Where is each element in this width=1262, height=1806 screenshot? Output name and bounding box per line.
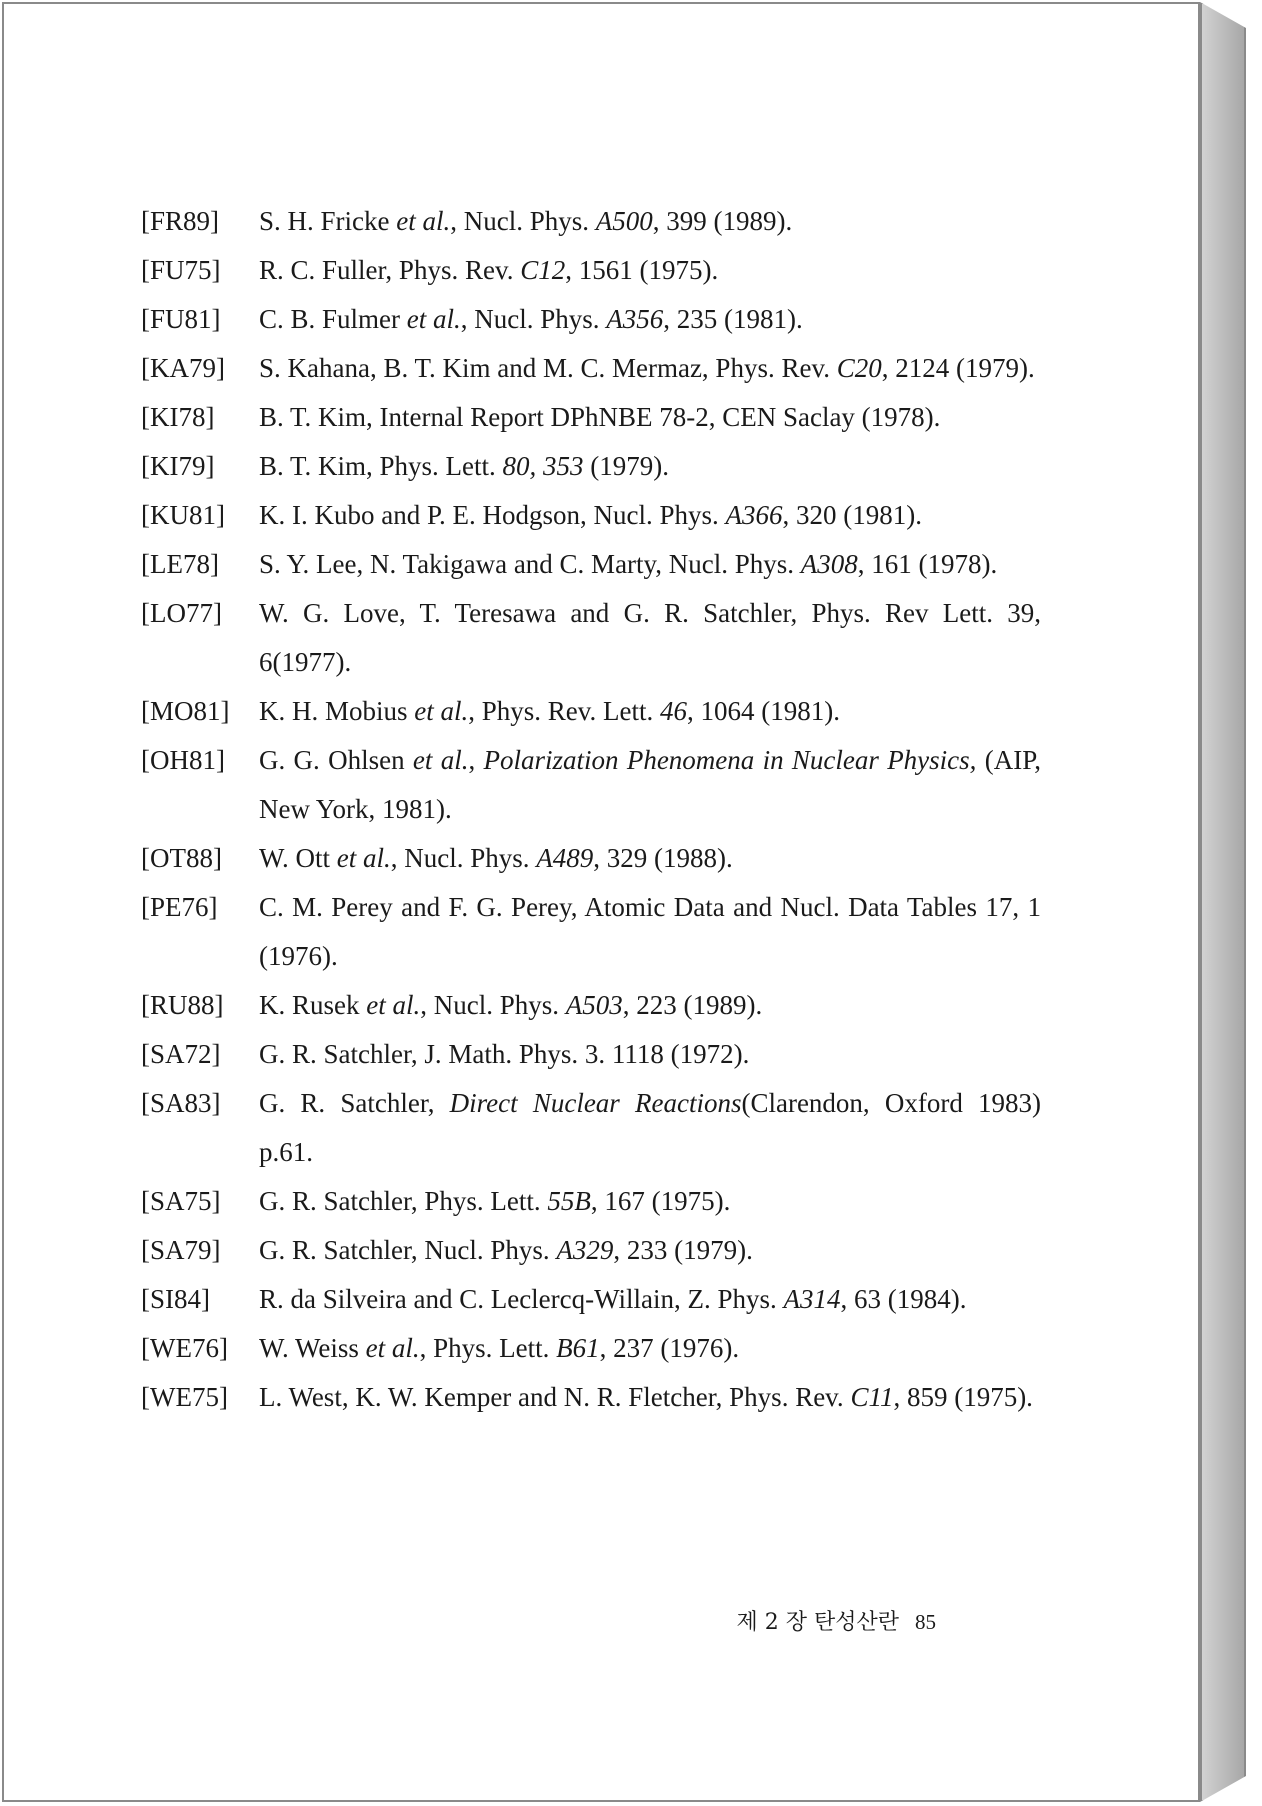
- reference-citation: [259, 589, 1041, 687]
- reference-key: [RU88]: [141, 990, 224, 1020]
- reference-citation: [259, 1079, 1041, 1177]
- reference-entry: [141, 540, 1041, 589]
- citation-italic-text: A500: [595, 206, 653, 236]
- reference-citation: [259, 1030, 1041, 1079]
- reference-citation: [259, 442, 1041, 491]
- citation-text: S. Y. Lee, N. Takigawa and C. Marty, Nucl. Phys.: [259, 549, 801, 579]
- citation-italic-text: 80, 353: [502, 451, 584, 481]
- citation-text: , Phys. Rev. Lett.: [468, 696, 661, 726]
- citation-italic-text: Polarization Phenomena in Nuclear Physics,: [483, 745, 977, 775]
- citation-text: , Nucl. Phys.: [450, 206, 596, 236]
- citation-italic-text: A489: [536, 843, 594, 873]
- reference-entry: [141, 1177, 1041, 1226]
- reference-key: [KI78]: [141, 402, 215, 432]
- citation-text: , 320 (1981).: [782, 500, 922, 530]
- reference-entry: [141, 393, 1041, 442]
- reference-citation: [259, 344, 1041, 393]
- reference-citation: [259, 1373, 1041, 1422]
- reference-citation: [259, 883, 1041, 981]
- citation-text: K. Rusek: [259, 990, 367, 1020]
- citation-text: ,: [468, 745, 484, 775]
- citation-text: W. Weiss: [259, 1333, 366, 1363]
- citation-text: , 1064 (1981).: [687, 696, 840, 726]
- reference-entry: [141, 197, 1041, 246]
- reference-entry: [141, 736, 1041, 834]
- citation-italic-text: A503: [565, 990, 623, 1020]
- citation-italic-text: et al.: [365, 1333, 420, 1363]
- citation-text: S. H. Fricke: [259, 206, 397, 236]
- reference-entry: [141, 834, 1041, 883]
- reference-entry: [141, 883, 1041, 981]
- reference-entry: [141, 1275, 1041, 1324]
- citation-italic-text: C20: [836, 353, 882, 383]
- reference-citation: [259, 1177, 1041, 1226]
- citation-italic-text: A329: [556, 1235, 614, 1265]
- citation-italic-text: A356: [606, 304, 664, 334]
- reference-key: [LE78]: [141, 549, 219, 579]
- citation-text: , 223 (1989).: [622, 990, 763, 1020]
- reference-entry: [141, 491, 1041, 540]
- reference-key: [SI84]: [141, 1284, 210, 1314]
- reference-key: [KA79]: [141, 353, 225, 383]
- reference-entry: [141, 1079, 1041, 1177]
- reference-key: [FR89]: [141, 206, 220, 236]
- reference-entry: [141, 1324, 1041, 1373]
- reference-entry: [141, 687, 1041, 736]
- citation-text: G. R. Satchler, Nucl. Phys.: [259, 1235, 557, 1265]
- citation-text: G. R. Satchler, Phys. Lett.: [259, 1186, 548, 1216]
- citation-text: , 63 (1984).: [840, 1284, 967, 1314]
- reference-entry: [141, 295, 1041, 344]
- citation-italic-text: 55B: [547, 1186, 591, 1216]
- book-page: [2, 2, 1200, 1802]
- reference-key: [SA72]: [141, 1039, 221, 1069]
- page-footer: [737, 1605, 937, 1636]
- citation-italic-text: C11: [850, 1382, 894, 1412]
- reference-key: [KI79]: [141, 451, 215, 481]
- reference-key: [KU81]: [141, 500, 225, 530]
- citation-text: C. M. Perey and F. G. Perey, Atomic Data and Nucl. Data Tables 17, 1 (1976).: [259, 892, 1041, 971]
- citation-text: G. R. Satchler, J. Math. Phys. 3. 1118 (1972).: [259, 1039, 750, 1069]
- citation-text: G. R. Satchler,: [259, 1088, 450, 1118]
- reference-citation: [259, 393, 1041, 442]
- reference-key: [OT88]: [141, 843, 222, 873]
- citation-text: , Nucl. Phys.: [420, 990, 566, 1020]
- citation-italic-text: A314: [783, 1284, 841, 1314]
- page-number: 85: [915, 1610, 936, 1634]
- citation-italic-text: et al.: [412, 745, 469, 775]
- reference-key: [WE75]: [141, 1382, 228, 1412]
- reference-key: [SA75]: [141, 1186, 221, 1216]
- citation-italic-text: 46: [660, 696, 688, 726]
- citation-italic-text: A366: [725, 500, 783, 530]
- reference-key: [OH81]: [141, 745, 225, 775]
- citation-italic-text: A308: [800, 549, 858, 579]
- citation-italic-text: et al.: [396, 206, 451, 236]
- reference-key: [MO81]: [141, 696, 230, 726]
- reference-citation: [259, 540, 1041, 589]
- reference-entry: [141, 981, 1041, 1030]
- citation-text: W. Ott: [259, 843, 337, 873]
- citation-text: B. T. Kim, Internal Report DPhNBE 78-2, CEN Saclay (1978).: [259, 402, 941, 432]
- citation-text: , Nucl. Phys.: [390, 843, 537, 873]
- citation-italic-text: B61: [556, 1333, 600, 1363]
- citation-text: K. I. Kubo and P. E. Hodgson, Nucl. Phys.: [259, 500, 726, 530]
- reference-entry: [141, 344, 1041, 393]
- reference-citation: [259, 736, 1041, 834]
- citation-italic-text: Direct Nuclear Reactions: [449, 1088, 742, 1118]
- citation-text: R. C. Fuller, Phys. Rev.: [259, 255, 521, 285]
- citation-text: W. G. Love, T. Teresawa and G. R. Satchler, Phys. Rev Lett. 39, 6(1977).: [259, 598, 1041, 677]
- reference-citation: [259, 491, 1041, 540]
- citation-text: , 329 (1988).: [593, 843, 733, 873]
- reference-entry: [141, 1373, 1041, 1422]
- reference-citation: [259, 1226, 1041, 1275]
- reference-entry: [141, 1030, 1041, 1079]
- citation-text: , Nucl. Phys.: [460, 304, 607, 334]
- citation-text: , Phys. Lett.: [419, 1333, 557, 1363]
- citation-text: C. B. Fulmer: [259, 304, 407, 334]
- citation-italic-text: et al.: [414, 696, 469, 726]
- citation-text: R. da Silveira and C. Leclercq-Willain, Z. Phys.: [259, 1284, 784, 1314]
- citation-text: L. West, K. W. Kemper and N. R. Fletcher, Phys. Rev.: [259, 1382, 851, 1412]
- chapter-title: 제 2 장 탄성산란: [736, 1610, 899, 1635]
- citation-text: , 161 (1978).: [857, 549, 998, 579]
- citation-text: , 399 (1989).: [652, 206, 793, 236]
- citation-italic-text: et al.: [366, 990, 421, 1020]
- citation-text: (Clarendon, Oxford 1983) p.61.: [259, 1088, 1042, 1167]
- citation-text: , 167 (1975).: [590, 1186, 731, 1216]
- page-stack-edge: [1200, 2, 1246, 1802]
- citation-text: , 233 (1979).: [613, 1235, 753, 1265]
- reference-entry: [141, 589, 1041, 687]
- citation-text: , 237 (1976).: [599, 1333, 740, 1363]
- citation-text: G. G. Ohlsen: [259, 745, 413, 775]
- citation-text: K. H. Mobius: [259, 696, 415, 726]
- citation-text: , 1561 (1975).: [565, 255, 719, 285]
- reference-citation: [259, 981, 1041, 1030]
- citation-text: (AIP, New York, 1981).: [259, 745, 1041, 824]
- citation-text: (1979).: [583, 451, 669, 481]
- reference-citation: [259, 834, 1041, 883]
- citation-text: , 235 (1981).: [663, 304, 803, 334]
- reference-key: [PE76]: [141, 892, 218, 922]
- citation-text: , 859 (1975).: [893, 1382, 1033, 1412]
- citation-text: B. T. Kim, Phys. Lett.: [259, 451, 503, 481]
- citation-italic-text: et al.: [406, 304, 461, 334]
- reference-citation: [259, 1275, 1041, 1324]
- citation-text: , 2124 (1979).: [881, 353, 1035, 383]
- reference-list: [141, 197, 1041, 1422]
- reference-citation: [259, 295, 1041, 344]
- reference-key: [LO77]: [141, 598, 222, 628]
- citation-text: S. Kahana, B. T. Kim and M. C. Mermaz, Phys. Rev.: [259, 353, 837, 383]
- reference-key: [WE76]: [141, 1333, 228, 1363]
- citation-italic-text: et al.: [336, 843, 391, 873]
- reference-citation: [259, 1324, 1041, 1373]
- reference-key: [FU75]: [141, 255, 221, 285]
- reference-citation: [259, 246, 1041, 295]
- reference-key: [SA83]: [141, 1088, 221, 1118]
- reference-entry: [141, 442, 1041, 491]
- reference-entry: [141, 1226, 1041, 1275]
- reference-entry: [141, 246, 1041, 295]
- reference-citation: [259, 687, 1041, 736]
- reference-key: [SA79]: [141, 1235, 221, 1265]
- reference-citation: [259, 197, 1041, 246]
- citation-italic-text: C12: [520, 255, 566, 285]
- reference-key: [FU81]: [141, 304, 221, 334]
